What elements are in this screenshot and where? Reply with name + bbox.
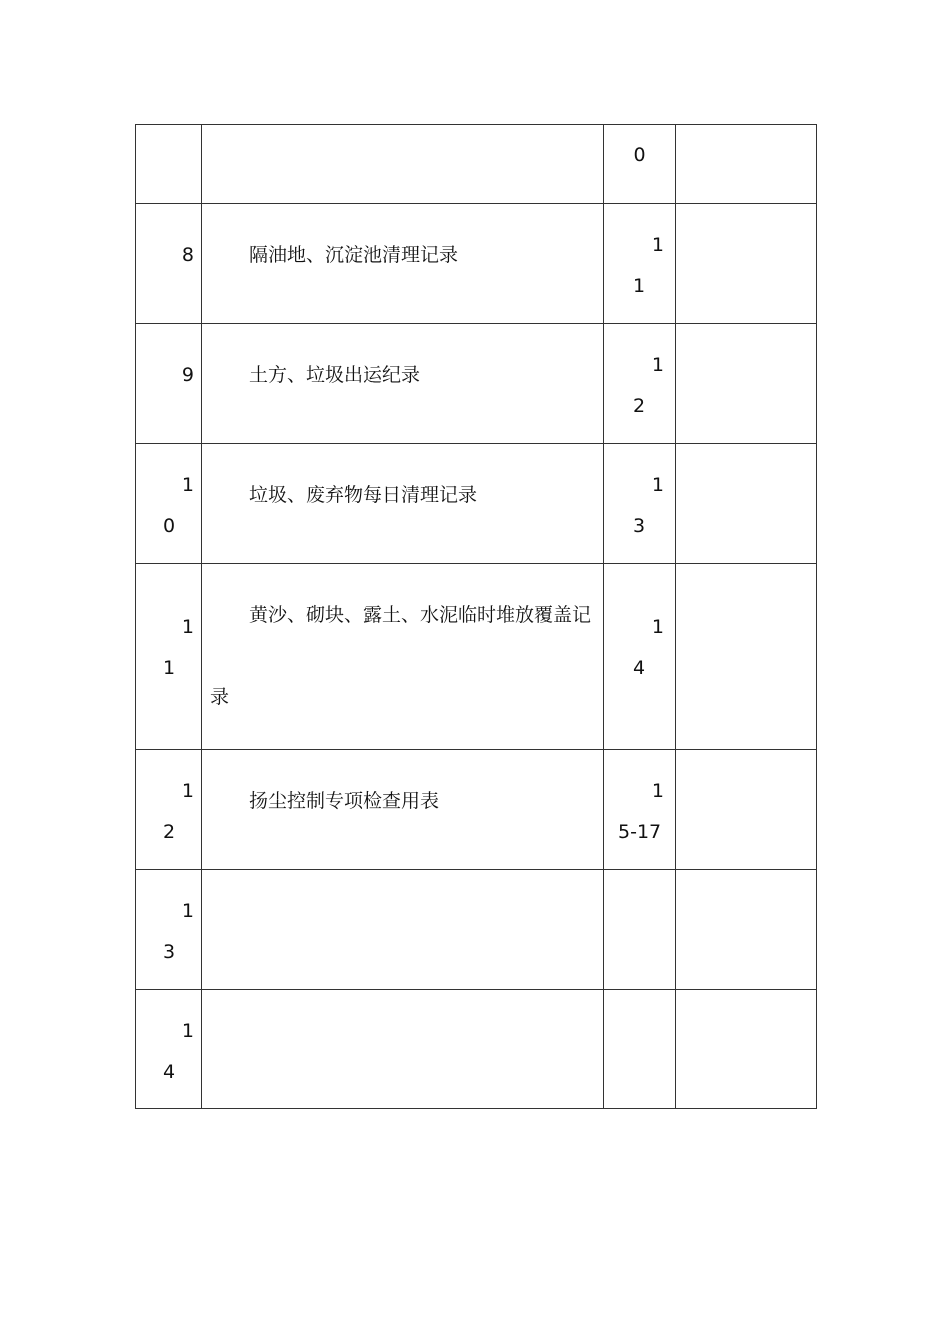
record-name-cell xyxy=(202,750,604,870)
table-row xyxy=(136,870,817,990)
record-name-text: 垃圾、废弃物每日清理记录 xyxy=(249,484,478,506)
table-row xyxy=(136,564,817,750)
row-number-text: 2 xyxy=(163,821,176,843)
row-number-cell xyxy=(136,564,202,750)
note-cell xyxy=(676,990,817,1109)
record-name-text: 隔油地、沉淀池清理记录 xyxy=(249,244,459,266)
row-number-text: 9 xyxy=(181,364,194,386)
page-number-cell xyxy=(604,125,676,204)
record-name-text: 扬尘控制专项检查用表 xyxy=(249,790,440,812)
row-number-cell xyxy=(136,204,202,324)
page-number-text: 2 xyxy=(633,395,646,417)
row-number-cell xyxy=(136,444,202,564)
record-name-cell xyxy=(202,204,604,324)
record-name-cell xyxy=(202,324,604,444)
row-number-text: 4 xyxy=(163,1061,176,1083)
note-cell xyxy=(676,870,817,990)
page-number-text: 1 xyxy=(651,780,664,802)
row-number-cell xyxy=(136,750,202,870)
row-number-text: 1 xyxy=(181,1020,194,1042)
page-number-cell xyxy=(604,750,676,870)
row-number-cell xyxy=(136,324,202,444)
row-number-text: 1 xyxy=(181,616,194,638)
row-number-cell xyxy=(136,870,202,990)
table-row xyxy=(136,990,817,1109)
page-number-text: 1 xyxy=(651,234,664,256)
page-number-cell xyxy=(604,324,676,444)
page-number-text: 1 xyxy=(633,275,646,297)
page-number-text: 3 xyxy=(633,515,646,537)
row-number-text: 1 xyxy=(181,474,194,496)
page-number-cell xyxy=(604,870,676,990)
page-number-text: 0 xyxy=(633,144,646,166)
page-number-cell xyxy=(604,564,676,750)
note-cell xyxy=(676,125,817,204)
page-number-text: 1 xyxy=(651,474,664,496)
table-row xyxy=(136,324,817,444)
note-cell xyxy=(676,444,817,564)
record-name-cell xyxy=(202,990,604,1109)
record-name-cell xyxy=(202,444,604,564)
record-name-text: 黄沙、砌块、露土、水泥临时堆放覆盖记录 xyxy=(210,604,592,708)
page-number-text: 1 xyxy=(651,616,664,638)
page-number-text: 4 xyxy=(633,657,646,679)
row-number-text: 1 xyxy=(181,900,194,922)
row-number-text: 1 xyxy=(181,780,194,802)
page-number-cell xyxy=(604,204,676,324)
row-number-cell xyxy=(136,990,202,1109)
row-number-text: 3 xyxy=(163,941,176,963)
note-cell xyxy=(676,750,817,870)
page-number-text: 1 xyxy=(651,354,664,376)
page-number-cell xyxy=(604,444,676,564)
row-number-cell xyxy=(136,125,202,204)
row-number-text: 0 xyxy=(163,515,176,537)
table-row xyxy=(136,204,817,324)
record-name-cell xyxy=(202,564,604,750)
record-name-cell xyxy=(202,870,604,990)
note-cell xyxy=(676,564,817,750)
table-row xyxy=(136,125,817,204)
table-row xyxy=(136,444,817,564)
note-cell xyxy=(676,324,817,444)
row-number-text: 1 xyxy=(163,657,176,679)
row-number-text: 8 xyxy=(181,244,194,266)
page-number-cell xyxy=(604,990,676,1109)
note-cell xyxy=(676,204,817,324)
record-name-cell xyxy=(202,125,604,204)
record-name-text: 土方、垃圾出运纪录 xyxy=(249,364,421,386)
page-number-text: 5-17 xyxy=(618,821,662,843)
record-index-table xyxy=(135,124,817,1109)
table-row xyxy=(136,750,817,870)
